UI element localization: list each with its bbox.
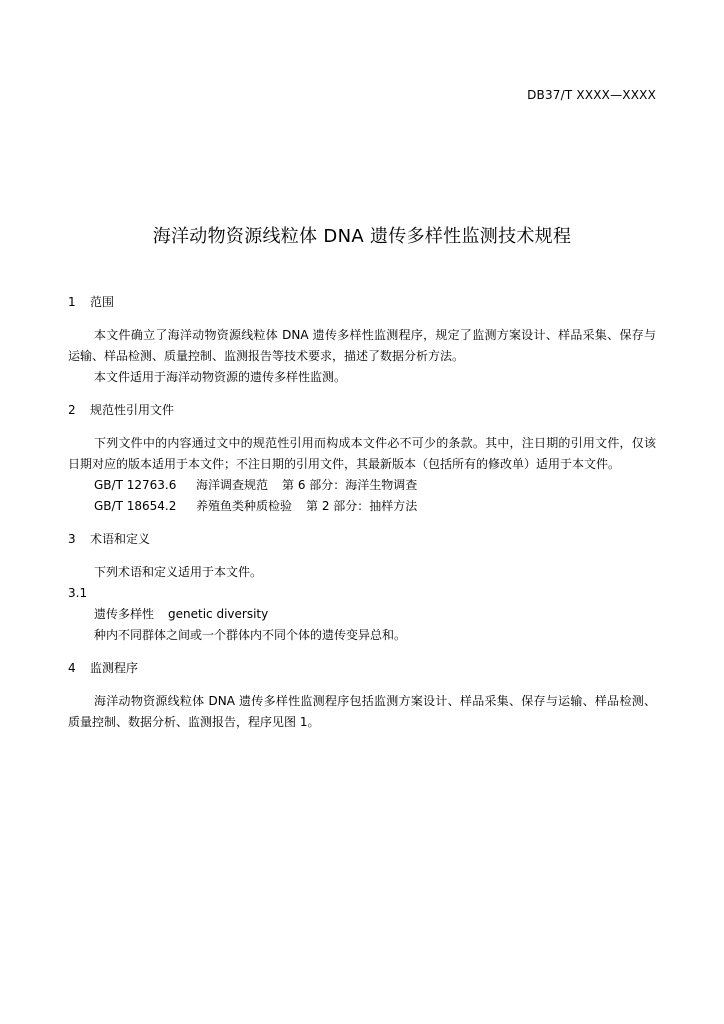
reference-code: GB/T 12763.6	[94, 478, 177, 492]
section-title: 规范性引用文件	[90, 403, 175, 417]
term-english: genetic diversity	[168, 607, 269, 621]
term-number: 3.1	[68, 586, 88, 600]
terms-intro: 下列术语和定义适用于本文件。	[94, 565, 263, 579]
standard-code: DB37/T XXXX—XXXX	[527, 88, 656, 102]
scope-paragraph: 本文件适用于海洋动物资源的遗传多样性监测。	[94, 370, 347, 384]
reference-part: 第 6 部分：海洋生物调查	[282, 478, 418, 492]
section-number: 1	[68, 295, 76, 309]
section-number: 3	[68, 532, 76, 546]
reference-part: 第 2 部分：抽样方法	[306, 499, 418, 513]
section-title: 范围	[90, 295, 115, 309]
reference-item	[68, 475, 656, 496]
section-number: 2	[68, 403, 76, 417]
section-heading-scope	[68, 292, 656, 313]
section-number: 4	[68, 661, 76, 675]
references-intro: 下列文件中的内容通过文中的规范性引用而构成本文件必不可少的条款。其中，注日期的引用文件，仅该日期对应的版本适用于本文件；不注日期的引用文件，其最新版本（包括所有的修改单）适用于本文件。	[68, 436, 656, 471]
reference-title: 养殖鱼类种质检验	[196, 499, 293, 513]
reference-code: GB/T 18654.2	[94, 499, 177, 513]
section-title: 术语和定义	[90, 532, 151, 546]
document-title: 海洋动物资源线粒体 DNA 遗传多样性监测技术规程	[152, 226, 572, 247]
section-title: 监测程序	[90, 661, 139, 675]
document-body	[68, 292, 656, 733]
term-chinese: 遗传多样性	[94, 607, 155, 621]
scope-paragraph: 本文件确立了海洋动物资源线粒体 DNA 遗传多样性监测程序，规定了监测方案设计、样品采集、保存与运输、样品检测、质量控制、监测报告等技术要求，描述了数据分析方法。	[68, 328, 656, 363]
reference-item	[68, 496, 656, 517]
term-definition: 种内不同群体之间或一个群体内不同个体的遗传变异总和。	[94, 628, 407, 642]
section-heading-normative-references	[68, 400, 656, 421]
procedure-paragraph: 海洋动物资源线粒体 DNA 遗传多样性监测程序包括监测方案设计、样品采集、保存与运输、样品检测、质量控制、数据分析、监测报告，程序见图 1。	[68, 694, 656, 729]
reference-title: 海洋调查规范	[196, 478, 269, 492]
section-heading-monitoring-procedure	[68, 658, 656, 679]
term-entry	[68, 604, 656, 625]
section-heading-terms	[68, 529, 656, 550]
